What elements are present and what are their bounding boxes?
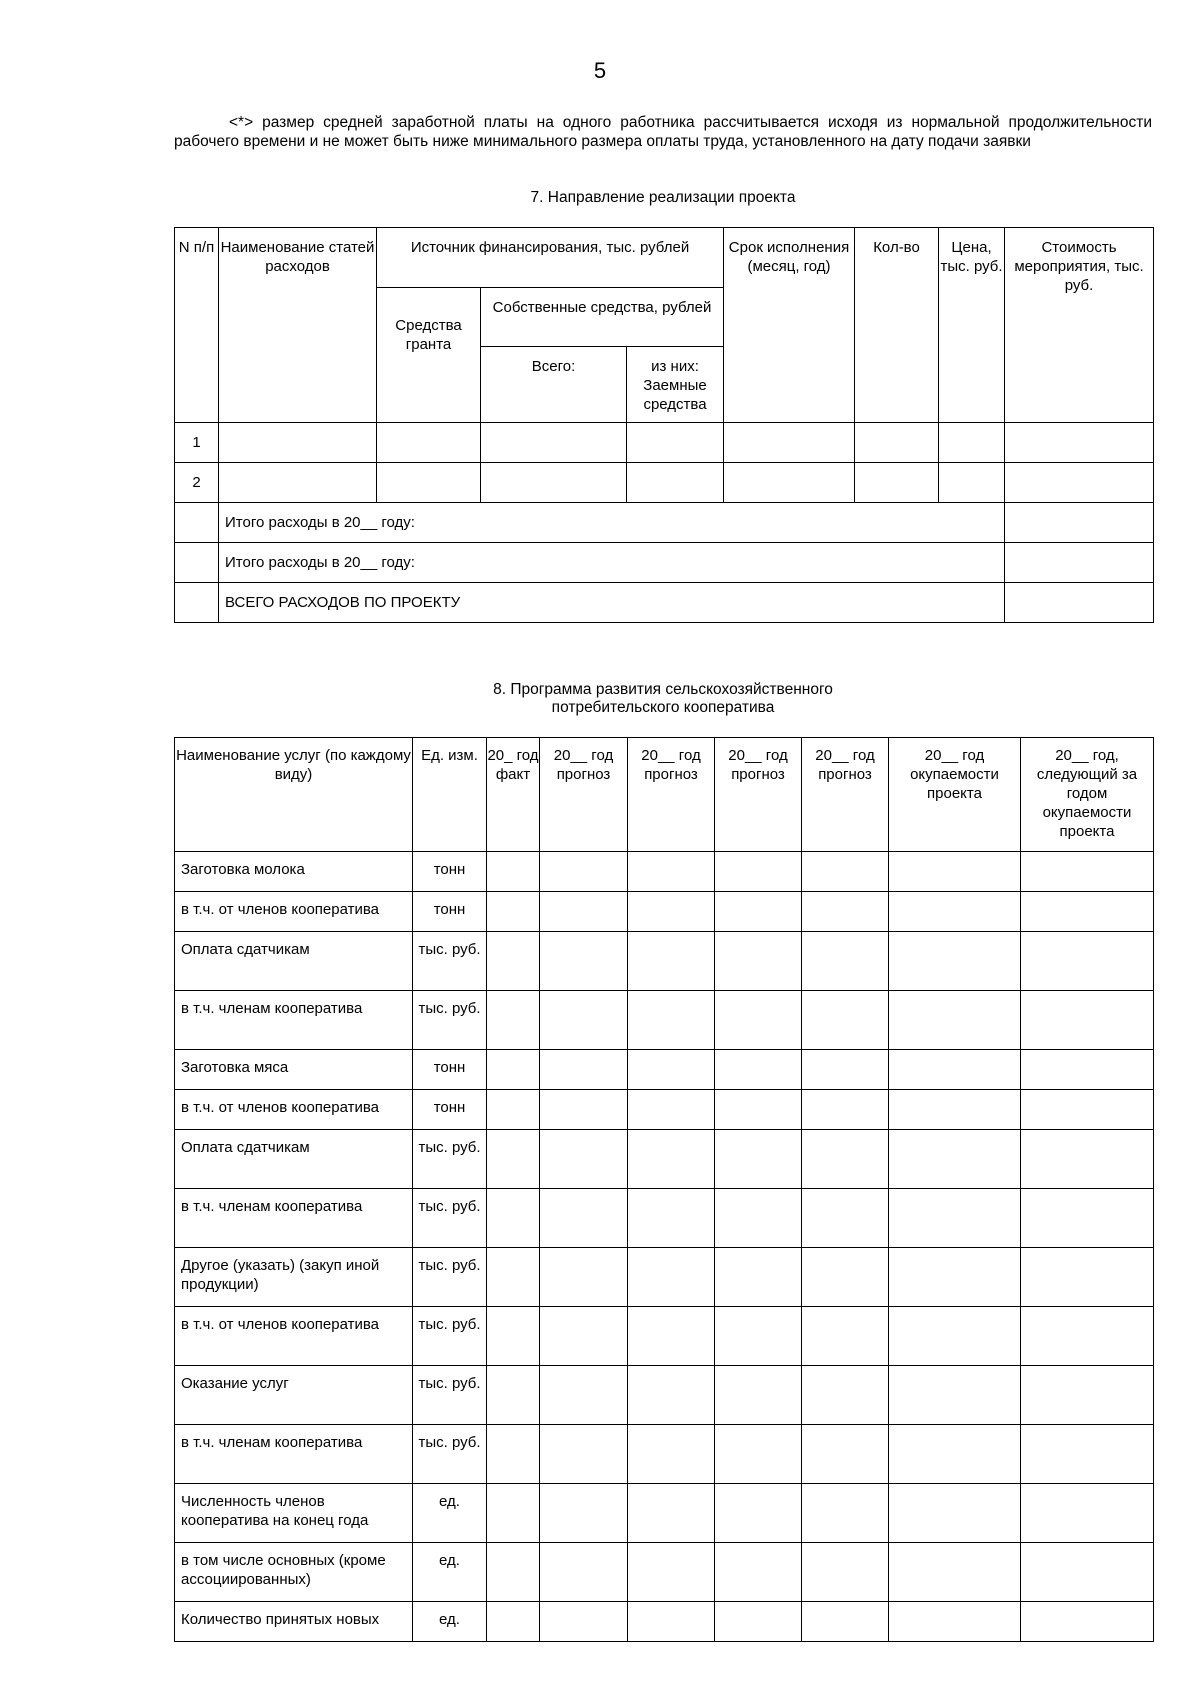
header-funding-source: Источник финансирования, тыс. рублей [377,228,724,288]
table-row [175,1248,1154,1307]
service-name: в т.ч. членам кооператива [175,1425,413,1484]
value-cell [487,1307,540,1366]
table-row [175,991,1154,1050]
unit: тыс. руб. [413,1248,487,1307]
value-cell [487,1050,540,1090]
value-cell [889,991,1021,1050]
table-row [175,1484,1154,1543]
value-cell [889,932,1021,991]
header-year-fact: 20_ год факт [487,738,540,852]
row-number: 2 [175,463,219,503]
grand-total-label: ВСЕГО РАСХОДОВ ПО ПРОЕКТУ [219,583,1005,623]
table-row [175,1307,1154,1366]
section7-title: 7. Направление реализации проекта [530,189,796,206]
value-cell [715,1484,802,1543]
header-borrowed: из них: Заемные средства [627,347,724,423]
value-cell [889,1543,1021,1602]
value-cell [1021,892,1154,932]
value-cell [715,1189,802,1248]
value-cell [889,1484,1021,1543]
value-cell [628,1307,715,1366]
value-cell [802,932,889,991]
value-cell [628,991,715,1050]
value-cell [540,991,628,1050]
unit: тыс. руб. [413,1130,487,1189]
value-cell [540,1090,628,1130]
service-name: в т.ч. от членов кооператива [175,1307,413,1366]
value-cell [540,1484,628,1543]
unit: тонн [413,892,487,932]
value-cell [1021,1050,1154,1090]
footnote: <*> размер средней заработной платы на одного работника рассчитывается исходя из нормальной продолжительности рабочего времени и не может быть ниже минимального размера оплаты труда, установленного на дату подачи заявки [174,114,1152,150]
value-cell [628,1543,715,1602]
value-cell [715,932,802,991]
value-cell [715,1090,802,1130]
value-cell [540,1543,628,1602]
unit: тонн [413,1050,487,1090]
value-cell [540,1130,628,1189]
value-cell [540,1307,628,1366]
section8-title-line1: 8. Программа развития сельскохозяйственного [493,681,833,698]
value-cell [802,1307,889,1366]
service-name: в том числе основных (кроме ассоциированных) [175,1543,413,1602]
value-cell [487,1543,540,1602]
grand-total-row [175,583,1154,623]
value-cell [628,1130,715,1189]
table-row [175,1543,1154,1602]
value-cell [1021,1307,1154,1366]
value-cell [540,1602,628,1642]
total-label: Итого расходы в 20__ году: [219,543,1005,583]
value-cell [715,1050,802,1090]
value-cell [802,1543,889,1602]
value-cell [1021,1543,1154,1602]
value-cell [715,1307,802,1366]
value-cell [540,852,628,892]
unit: тыс. руб. [413,1425,487,1484]
header-term: Срок исполнения (месяц, год) [724,228,855,423]
service-name: Оказание услуг [175,1366,413,1425]
service-name: Заготовка мяса [175,1050,413,1090]
header-num: N п/п [175,228,219,423]
value-cell [540,892,628,932]
value-cell [802,852,889,892]
value-cell [1021,1425,1154,1484]
table-row [175,1189,1154,1248]
value-cell [1021,932,1154,991]
value-cell [715,852,802,892]
unit: тыс. руб. [413,1307,487,1366]
value-cell [802,1484,889,1543]
value-cell [628,1425,715,1484]
value-cell [715,892,802,932]
header-year-forecast: 20__ год прогноз [540,738,628,852]
value-cell [487,1484,540,1543]
value-cell [628,1602,715,1642]
value-cell [487,1366,540,1425]
value-cell [802,991,889,1050]
value-cell [715,1130,802,1189]
total-row [175,503,1154,543]
value-cell [889,1602,1021,1642]
table-row [175,423,1154,463]
header-price: Цена, тыс. руб. [939,228,1005,423]
value-cell [889,1307,1021,1366]
unit: тыс. руб. [413,932,487,991]
table-row [175,1366,1154,1425]
table-row [175,1130,1154,1189]
value-cell [1021,1602,1154,1642]
value-cell [889,1130,1021,1189]
header-year-forecast: 20__ год прогноз [715,738,802,852]
value-cell [487,1248,540,1307]
value-cell [487,932,540,991]
value-cell [540,932,628,991]
value-cell [802,1602,889,1642]
table-row [175,1090,1154,1130]
value-cell [715,1366,802,1425]
value-cell [715,1248,802,1307]
value-cell [715,1425,802,1484]
value-cell [540,1050,628,1090]
value-cell [487,991,540,1050]
section8-title [174,681,1152,717]
value-cell [487,892,540,932]
value-cell [1021,1366,1154,1425]
value-cell [487,1090,540,1130]
value-cell [628,1248,715,1307]
table-row [175,1050,1154,1090]
value-cell [1021,1484,1154,1543]
table-row [175,852,1154,892]
value-cell [802,1248,889,1307]
service-name: Количество принятых новых [175,1602,413,1642]
value-cell [1021,852,1154,892]
header-year-forecast: 20__ год прогноз [802,738,889,852]
value-cell [1021,1248,1154,1307]
header-row [175,738,1154,852]
value-cell [628,1484,715,1543]
table-row [175,1602,1154,1642]
value-cell [1021,991,1154,1050]
value-cell [628,892,715,932]
header-grant: Средства гранта [377,288,481,423]
value-cell [715,1602,802,1642]
value-cell [628,1050,715,1090]
service-name: Другое (указать) (закуп иной продукции) [175,1248,413,1307]
value-cell [540,1425,628,1484]
value-cell [715,991,802,1050]
value-cell [487,852,540,892]
table-row [175,892,1154,932]
total-label: Итого расходы в 20__ году: [219,503,1005,543]
unit: тыс. руб. [413,1366,487,1425]
value-cell [889,852,1021,892]
value-cell [540,1189,628,1248]
value-cell [628,852,715,892]
value-cell [487,1602,540,1642]
value-cell [889,1189,1021,1248]
value-cell [889,1050,1021,1090]
value-cell [628,1090,715,1130]
value-cell [715,1543,802,1602]
section8-title-line2: потребительского кооператива [551,699,775,716]
table-row [175,932,1154,991]
value-cell [802,892,889,932]
value-cell [802,1189,889,1248]
value-cell [487,1189,540,1248]
service-name: Заготовка молока [175,852,413,892]
value-cell [540,1366,628,1425]
header-unit: Ед. изм. [413,738,487,852]
service-name: в т.ч. членам кооператива [175,991,413,1050]
header-expense-name: Наименование статей расходов [219,228,377,423]
total-row [175,543,1154,583]
value-cell [889,892,1021,932]
value-cell [889,1248,1021,1307]
value-cell [1021,1189,1154,1248]
service-name: Оплата сдатчикам [175,1130,413,1189]
unit: тыс. руб. [413,991,487,1050]
header-cost: Стоимость мероприятия, тыс. руб. [1005,228,1154,423]
header-own-total: Всего: [481,347,627,423]
service-name: Оплата сдатчикам [175,932,413,991]
service-name: в т.ч. от членов кооператива [175,1090,413,1130]
header-service-name: Наименование услуг (по каждому виду) [175,738,413,852]
value-cell [889,1090,1021,1130]
value-cell [802,1425,889,1484]
row-number: 1 [175,423,219,463]
table-row [175,463,1154,503]
value-cell [487,1425,540,1484]
value-cell [1021,1090,1154,1130]
header-qty: Кол-во [855,228,939,423]
page-number: 5 [593,58,607,83]
value-cell [540,1248,628,1307]
table-row [175,1425,1154,1484]
header-year-forecast: 20__ год прогноз [628,738,715,852]
unit: тыс. руб. [413,1189,487,1248]
header-after-payback-year: 20__ год, следующий за годом окупаемости проекта [1021,738,1154,852]
value-cell [628,1366,715,1425]
unit: ед. [413,1602,487,1642]
unit: ед. [413,1543,487,1602]
header-own-funds: Собственные средства, рублей [481,288,724,347]
value-cell [889,1366,1021,1425]
value-cell [628,932,715,991]
value-cell [802,1090,889,1130]
value-cell [487,1130,540,1189]
unit: ед. [413,1484,487,1543]
development-program-table [174,737,1154,1642]
value-cell [889,1425,1021,1484]
value-cell [802,1130,889,1189]
service-name: в т.ч. от членов кооператива [175,892,413,932]
service-name: в т.ч. членам кооператива [175,1189,413,1248]
value-cell [802,1366,889,1425]
expense-table [174,227,1154,623]
unit: тонн [413,852,487,892]
value-cell [1021,1130,1154,1189]
header-payback-year: 20__ год окупаемости проекта [889,738,1021,852]
service-name: Численность членов кооператива на конец года [175,1484,413,1543]
unit: тонн [413,1090,487,1130]
value-cell [802,1050,889,1090]
value-cell [628,1189,715,1248]
